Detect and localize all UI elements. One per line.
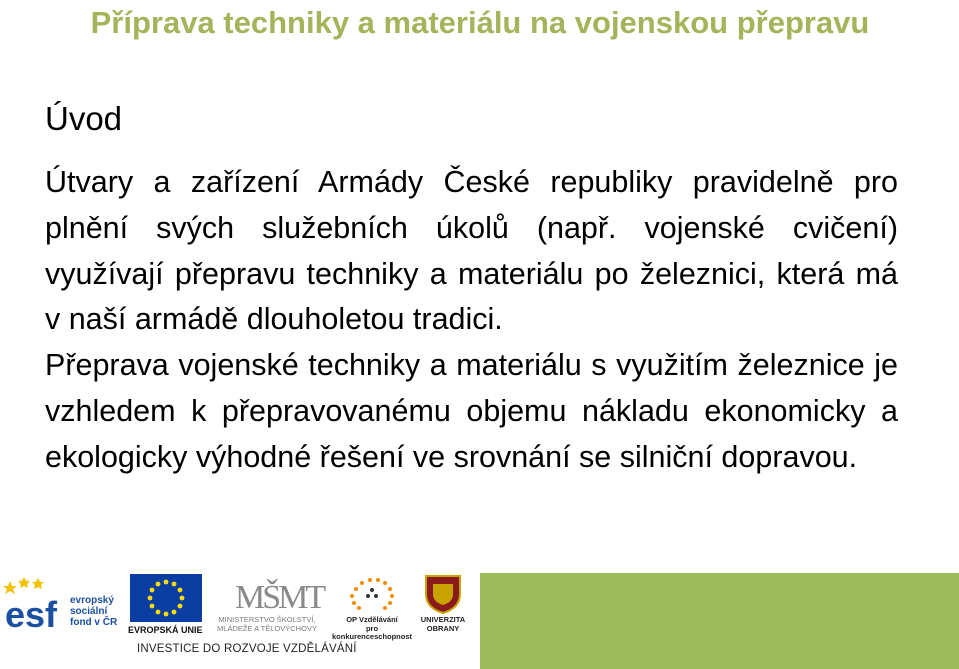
unob-logo	[418, 574, 468, 636]
section-heading: Úvod	[45, 100, 123, 137]
op-caption-line: pro konkurenceschopnost	[332, 623, 413, 641]
eu-flag-icon	[128, 574, 204, 624]
paragraph-2: Přeprava vojenské techniky a materiálu s využitím železnice je vzhledem k přepravovanému objemu nákladu ekonomicky a ekologicky výhodné řešení ve srovnání se silniční dopravou.	[45, 348, 898, 474]
eu-caption: EVROPSKÁ UNIE	[128, 625, 203, 635]
slide-title: Příprava techniky a materiálu na vojenskou přepravu	[90, 5, 870, 40]
op-dots-icon	[332, 574, 412, 614]
green-panel	[480, 573, 959, 669]
msmt-caption-line: MINISTERSTVO ŠKOLSTVÍ,	[218, 615, 316, 624]
shield-icon	[418, 574, 468, 614]
msmt-caption-line: MLÁDEŽE A TĚLOVÝCHOVY	[217, 623, 317, 633]
esf-logo	[2, 575, 127, 635]
esf-mark: esf	[5, 594, 58, 635]
eu-logo	[128, 574, 204, 636]
unob-caption	[418, 616, 468, 633]
paragraph-1: Útvary a zařízení Armády České republiky pravidelně pro plnění svých služebních úkolů (např. vojenské cvičení) využívají přepravu techniky a materiálu po železnici, která má v naší armádě dlouholetou tradici.	[45, 165, 898, 337]
body-text	[45, 160, 898, 481]
esf-caption-line: fond v ČR	[70, 617, 118, 628]
esf-caption	[70, 595, 117, 628]
unob-caption-line: OBRANY	[426, 623, 460, 633]
msmt-caption	[207, 616, 327, 633]
op-logo	[332, 574, 413, 641]
op-caption-line: OP Vzdělávání	[346, 615, 398, 624]
op-caption	[332, 616, 412, 642]
unob-caption-line: UNIVERZITA	[420, 615, 466, 624]
msmt-mark-graphic	[207, 574, 327, 614]
msmt-logo	[207, 574, 327, 636]
esf-caption-line: sociální	[70, 606, 108, 617]
esf-caption-line: evropský	[70, 595, 114, 606]
investment-text: INVESTICE DO ROZVOJE VZDĚLÁVÁNÍ	[137, 643, 357, 655]
msmt-mark: MŠMT	[235, 579, 324, 614]
